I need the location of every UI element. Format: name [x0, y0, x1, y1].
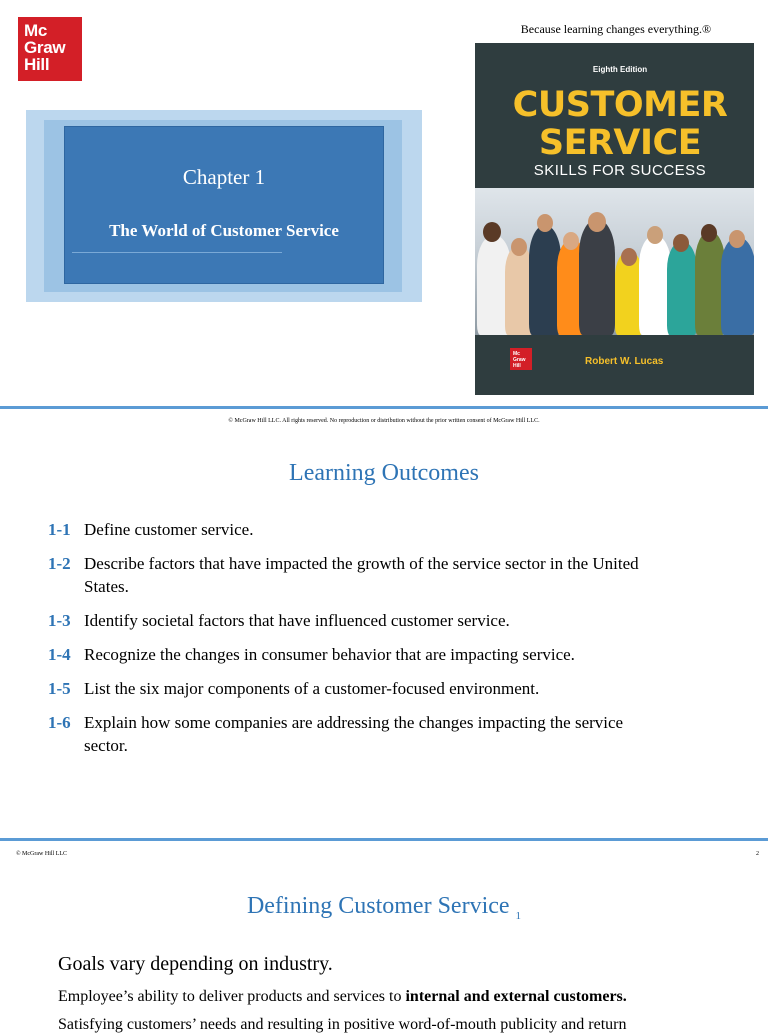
outcome-number: 1-6 [48, 713, 71, 732]
slide-footer: © McGraw Hill LLC [16, 851, 68, 857]
book-cover [475, 43, 754, 395]
person-figure [721, 237, 754, 335]
logo-line: Hill [24, 55, 50, 74]
logo-line: Graw [24, 38, 66, 57]
book-title-line1: CUSTOMER [512, 85, 728, 125]
person-head [647, 226, 663, 244]
person-figure [667, 241, 697, 335]
book-publisher-logo [510, 348, 532, 370]
outcome-number: 1-1 [48, 520, 71, 539]
chapter-divider [72, 252, 282, 253]
person-head [673, 234, 689, 252]
outcome-text: Explain how some companies are addressing the changes impacting the service sector. [84, 713, 624, 755]
learning-outcomes-title: Learning Outcomes [289, 460, 479, 486]
logo-line: Mc [24, 21, 48, 40]
outcome-item [48, 518, 728, 541]
outcome-item [48, 677, 728, 700]
logo-line: Mc [513, 351, 520, 357]
copyright-notice: © McGraw Hill LLC. All rights reserved. No reproduction or distribution without the prior written consent of McGraw Hill LLC. [228, 418, 540, 424]
outcome-item [48, 609, 728, 632]
outcome-number: 1-4 [48, 645, 71, 664]
outcome-number: 1-5 [48, 679, 71, 698]
person-head [588, 212, 606, 232]
page-number: 2 [756, 851, 759, 857]
goals-text: Goals vary depending on industry. [58, 953, 333, 975]
book-title-line2: SERVICE [538, 123, 702, 163]
chapter-number: Chapter 1 [182, 165, 266, 189]
cut-off-text: Satisfying customers’ needs and resulting in positive word-of-mouth publicity and return [58, 1016, 627, 1033]
book-author: Robert W. Lucas [585, 356, 664, 367]
logo-line: Graw [513, 357, 526, 363]
person-head [483, 222, 501, 242]
outcome-text: Describe factors that have impacted the growth of the service sector in the United States. [84, 554, 639, 596]
employee-bold-text: internal and external customers. [405, 988, 627, 1005]
outcome-text: Define customer service. [84, 520, 254, 539]
outcome-item [48, 552, 728, 598]
book-edition: Eighth Edition [592, 65, 648, 74]
mcgraw-hill-logo [18, 17, 82, 81]
chapter-title: The World of Customer Service [109, 221, 339, 240]
outcome-text: Identify societal factors that have influenced customer service. [84, 611, 510, 630]
tagline: Because learning changes everything.® [520, 22, 712, 36]
person-head [511, 238, 527, 256]
person-head [621, 248, 637, 266]
outcome-number: 1-2 [48, 554, 71, 573]
outcome-text: List the six major components of a customer-focused environment. [84, 679, 540, 698]
outcome-number: 1-3 [48, 611, 71, 630]
book-subtitle: SKILLS FOR SUCCESS [533, 162, 707, 179]
outcome-item [48, 643, 728, 666]
person-head [537, 214, 553, 232]
person-head [701, 224, 717, 242]
slide-title-marker: 1 [515, 909, 522, 922]
cover-photo-people [475, 188, 754, 335]
person-head [563, 232, 579, 250]
person-head [729, 230, 745, 248]
employee-ability-text [58, 988, 627, 1006]
employee-text: Employee’s ability to deliver products and services to [58, 988, 406, 1005]
defining-customer-service-title [0, 893, 768, 922]
slide-title-text: Defining Customer Service [246, 893, 510, 919]
chapter-frame-inner [64, 126, 384, 284]
slide-divider [0, 406, 768, 409]
outcome-text: Recognize the changes in consumer behavior that are impacting service. [84, 645, 575, 664]
outcome-item [48, 711, 728, 757]
slide-divider [0, 838, 768, 841]
person-figure [579, 219, 615, 335]
logo-line: Hill [513, 363, 521, 369]
learning-outcomes-list [48, 518, 728, 768]
